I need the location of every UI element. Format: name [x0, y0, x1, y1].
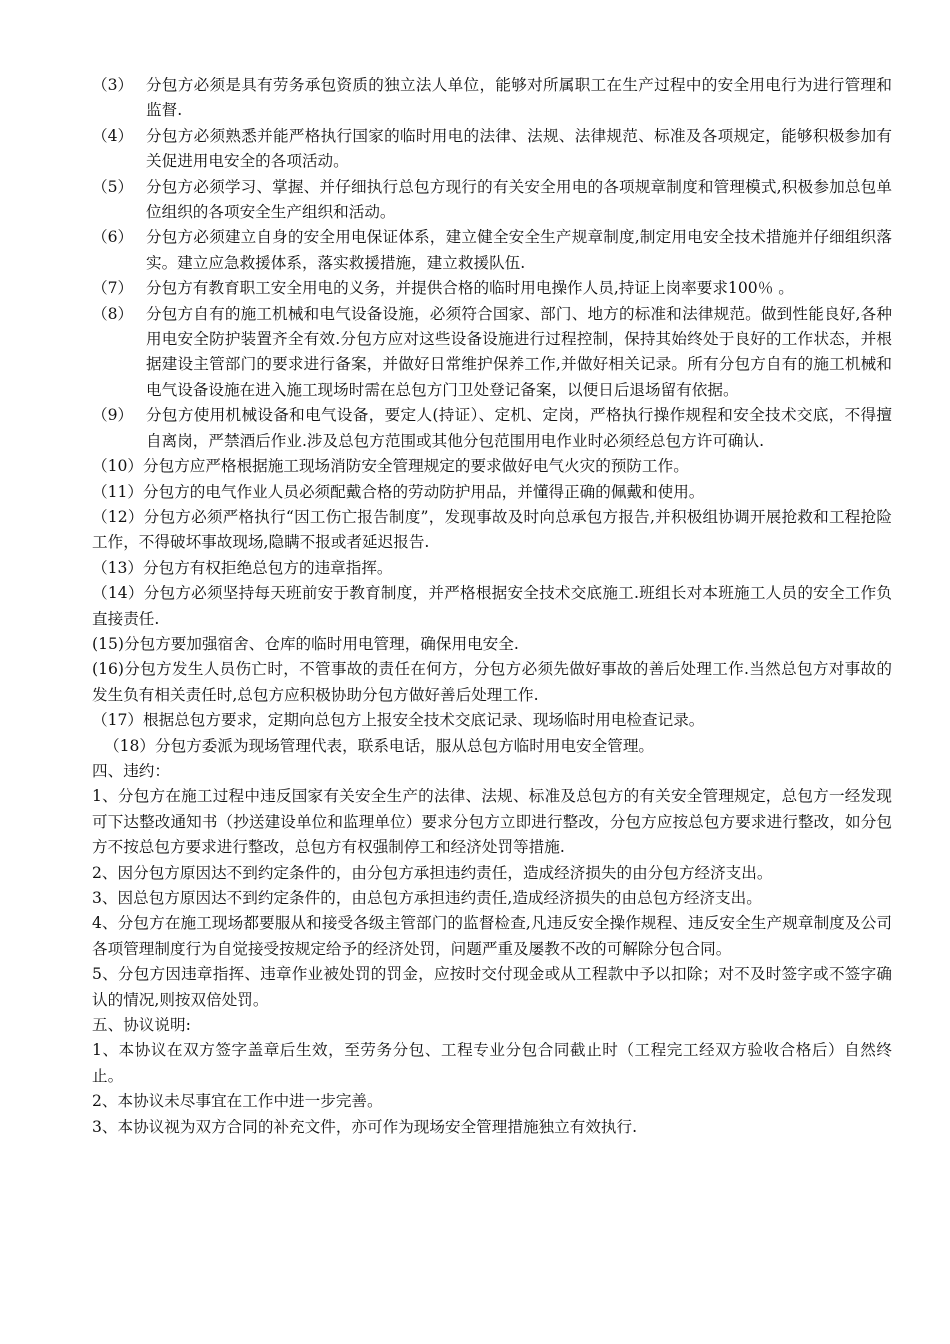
agreement-item-3: 3、本协议视为双方合同的补充文件，亦可作为现场安全管理措施独立有效执行.	[92, 1117, 638, 1136]
clause-text: 分包方必须是具有劳务承包资质的独立法人单位，能够对所属职工在生产过程中的安全用电行为进行管理和监督.	[146, 76, 892, 120]
clause-item-4	[92, 124, 892, 175]
clause-text: 分包方必须建立自身的安全用电保证体系，建立健全安全生产规章制度,制定用电安全技术措施并仔细组织落实。建立应急救援体系，落实救援措施，建立救援队伍.	[146, 228, 892, 272]
clause-item-16: (16)分包方发生人员伤亡时，不管事故的责任在何方，分包方必须先做好事故的善后处理工作.当然总包方对事故的发生负有相关责任时,总包方应积极协助分包方做好善后处理工作.	[92, 660, 892, 704]
clause-item-10: （10）分包方应严格根据施工现场消防安全管理规定的要求做好电气火灾的预防工作。	[92, 457, 689, 476]
breach-item-5: 5、分包方因违章指挥、违章作业被处罚的罚金，应按时交付现金或从工程款中予以扣除；对不及时签字或不签字确认的情况,则按双倍处罚。	[92, 965, 892, 1009]
clause-item-15: (15)分包方要加强宿舍、仓库的临时用电管理，确保用电安全.	[92, 634, 519, 653]
clause-item-3	[92, 73, 892, 124]
clause-number: （3）	[92, 76, 134, 94]
clause-item-17: （17）根据总包方要求，定期向总包方上报安全技术交底记录、现场临时用电检查记录。	[92, 711, 705, 730]
agreement-item-1: 1、本协议在双方签字盖章后生效，至劳务分包、工程专业分包合同截止时（工程完工经双方验收合格后）自然终止。	[92, 1041, 892, 1085]
clause-number: （6）	[92, 228, 134, 247]
agreement-item-2: 2、本协议未尽事宜在工作中进一步完善。	[92, 1092, 383, 1111]
breach-item-4: 4、分包方在施工现场都要服从和接受各级主管部门的监督检查,凡违反安全操作规程、违反安全生产规章制度及公司各项管理制度行为自觉接受按规定给予的经济处罚，问题严重及屡教不改的可解除分包合同。	[92, 914, 892, 958]
clause-item-13: （13）分包方有权拒绝总包方的违章指挥。	[92, 558, 393, 577]
clause-item-12: （12）分包方必须严格执行“因工伤亡报告制度”，发现事故及时向总承包方报告,并积极组协调开展抢救和工程抢险工作，不得破坏事故现场,隐瞒不报或者延迟报告.	[92, 507, 892, 552]
clause-text: 分包方必须熟悉并能严格执行国家的临时用电的法律、法规、法律规范、标准及各项规定，能够积极参加有关促进用电安全的各项活动。	[146, 126, 892, 171]
clause-item-8	[92, 302, 892, 404]
clause-text: 分包方自有的施工机械和电气设备设施，必须符合国家、部门、地方的标准和法律规范。做到性能良好,各种用电安全防护装置齐全有效.分包方应对这些设备设施进行过程控制，保持其始终处于良好的工作状态，并根据建设主管部门的要求进行备案，并做好日常维护保养工作,并做好相关记录。所有分包方自有的施工机械和电气设备设施在进入施工现场时需在总包方门卫处登记备案，以便日后退场留有依据。	[146, 304, 892, 399]
clause-number: （7）	[92, 279, 134, 298]
clause-number: （8）	[92, 304, 134, 323]
section-heading-breach: 四、违约：	[92, 761, 170, 780]
clause-item-14: （14）分包方必须坚持每天班前安于教育制度，并严格根据安全技术交底施工.班组长对本班施工人员的安全工作负直接责任.	[92, 584, 892, 628]
clause-item-5	[92, 175, 892, 226]
clause-number: （4）	[92, 126, 134, 145]
clause-item-7	[92, 276, 892, 301]
document-body	[92, 73, 892, 1140]
breach-item-1: 1、分包方在施工过程中违反国家有关安全生产的法律、法规、标准及总包方的有关安全管理规定，总包方一经发现可下达整改通知书（抄送建设单位和监理单位）要求分包方立即进行整改，分包方应按总包方要求进行整改，如分包方不按总包方要求进行整改，总包方有权强制停工和经济处罚等措施.	[92, 787, 892, 857]
clause-text: 分包方必须学习、掌握、并仔细执行总包方现行的有关安全用电的各项规章制度和管理模式,积极参加总包单位组织的各项安全生产组织和活动。	[146, 177, 892, 222]
section-heading-agreement: 五、协议说明:	[92, 1016, 191, 1035]
clause-item-6	[92, 225, 892, 276]
breach-item-2: 2、因分包方原因达不到约定条件的，由分包方承担违约责任，造成经济损失的由分包方经济支出。	[92, 863, 773, 882]
clause-number: （9）	[92, 406, 134, 425]
clause-text: 分包方使用机械设备和电气设备，要定人(持证）、定机、定岗，严格执行操作规程和安全技术交底，不得擅自离岗，严禁酒后作业.涉及总包方范围或其他分包范围用电作业时必须经总包方许可确认.	[146, 406, 892, 450]
clause-number: （5）	[92, 177, 134, 196]
clause-item-18: （18）分包方委派为现场管理代表，联系电话，服从总包方临时用电安全管理。	[104, 736, 655, 755]
clause-text: 分包方有教育职工安全用电的义务，并提供合格的临时用电操作人员,持证上岗率要求100％ 。	[146, 279, 794, 298]
clause-item-11: （11）分包方的电气作业人员必须配戴合格的劳动防护用品，并懂得正确的佩戴和使用。	[92, 482, 705, 501]
clause-item-9	[92, 403, 892, 454]
breach-item-3: 3、因总包方原因达不到约定条件的，由总包方承担违约责任,造成经济损失的由总包方经济支出。	[92, 889, 762, 907]
